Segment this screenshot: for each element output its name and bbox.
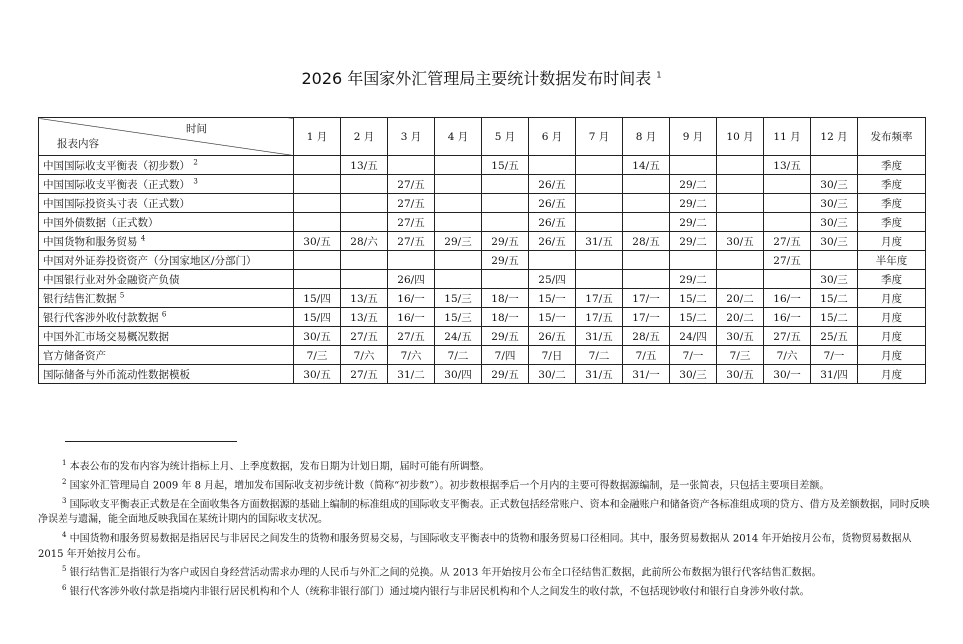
release-date-cell: [482, 194, 529, 213]
month-header: 3 月: [388, 118, 435, 156]
row-label: 中国国际投资头寸表（正式数）: [43, 197, 190, 210]
table-row: [39, 194, 926, 213]
month-header: 2 月: [341, 118, 388, 156]
title-text: 2026 年国家外汇管理局主要统计数据发布时间表: [301, 69, 652, 88]
frequency-cell: 月度: [858, 289, 926, 308]
release-date-cell: [623, 175, 670, 194]
footnote-number: 5: [62, 565, 67, 574]
release-date-cell: [435, 194, 482, 213]
row-label-cell: [39, 194, 294, 213]
month-header: 7 月: [576, 118, 623, 156]
release-date-cell: 30/三: [811, 270, 858, 289]
release-date-cell: 15/三: [435, 308, 482, 327]
release-date-cell: 7/三: [294, 346, 341, 365]
release-date-cell: 31/五: [576, 327, 623, 346]
release-date-cell: [435, 251, 482, 270]
month-header: 5 月: [482, 118, 529, 156]
month-header: 9 月: [670, 118, 717, 156]
footnote: [38, 528, 938, 562]
row-label-cell: [39, 289, 294, 308]
release-date-cell: [717, 156, 764, 175]
release-date-cell: 30/三: [670, 365, 717, 384]
release-date-cell: [341, 175, 388, 194]
release-date-cell: 24/四: [670, 327, 717, 346]
release-date-cell: 15/一: [529, 308, 576, 327]
release-date-cell: 15/四: [294, 289, 341, 308]
table-row: [39, 289, 926, 308]
release-date-cell: 30/一: [764, 365, 811, 384]
footnotes: [38, 456, 938, 600]
frequency-cell: 季度: [858, 194, 926, 213]
release-date-cell: 26/四: [388, 270, 435, 289]
release-date-cell: 31/四: [811, 365, 858, 384]
row-label: 中国银行业对外金融资产负债: [43, 273, 180, 286]
release-date-cell: 26/五: [529, 194, 576, 213]
release-date-cell: 29/二: [670, 194, 717, 213]
release-date-cell: 15/二: [670, 308, 717, 327]
release-date-cell: 27/五: [764, 251, 811, 270]
frequency-header: 发布频率: [858, 118, 926, 156]
release-date-cell: [717, 251, 764, 270]
footnote-number: 6: [62, 584, 67, 593]
footnote-mark: 6: [161, 310, 167, 318]
table-row: [39, 327, 926, 346]
content-header: 报表内容: [57, 138, 99, 150]
release-date-cell: [576, 175, 623, 194]
release-date-cell: [576, 213, 623, 232]
frequency-cell: 季度: [858, 270, 926, 289]
release-date-cell: 7/一: [811, 346, 858, 365]
release-date-cell: 31/二: [388, 365, 435, 384]
row-label-cell: [39, 251, 294, 270]
row-label-cell: [39, 175, 294, 194]
release-date-cell: [294, 156, 341, 175]
release-date-cell: [764, 194, 811, 213]
row-label-cell: [39, 270, 294, 289]
release-date-cell: 7/二: [435, 346, 482, 365]
release-date-cell: 30/三: [811, 194, 858, 213]
release-date-cell: 15/三: [435, 289, 482, 308]
release-date-cell: 20/二: [717, 289, 764, 308]
release-date-cell: 30/三: [811, 213, 858, 232]
release-date-cell: 15/四: [294, 308, 341, 327]
release-date-cell: 29/五: [482, 232, 529, 251]
release-date-cell: [717, 270, 764, 289]
release-date-cell: 7/日: [529, 346, 576, 365]
release-date-cell: 27/五: [764, 232, 811, 251]
release-date-cell: 7/六: [341, 346, 388, 365]
release-date-cell: [623, 194, 670, 213]
release-date-cell: 30/五: [717, 365, 764, 384]
release-date-cell: 17/一: [623, 289, 670, 308]
release-date-cell: 24/五: [435, 327, 482, 346]
release-date-cell: 29/二: [670, 213, 717, 232]
release-date-cell: 15/二: [811, 289, 858, 308]
release-date-cell: [623, 270, 670, 289]
footnote-text: 国际收支平衡表正式数是在全面收集各方面数据源的基础上编制的标准组成的国际收支平衡表。正式数包括经常账户、资本和金融账户和储备资产各标准组成项的贷方、借方及差额数据，同时反映净误差与遗漏，能全面地反映我国在某统计期内的国际收支状况。: [38, 498, 930, 526]
frequency-cell: 季度: [858, 213, 926, 232]
release-date-cell: 15/一: [529, 289, 576, 308]
release-date-cell: 15/五: [482, 156, 529, 175]
row-label: 国际储备与外币流动性数据模板: [43, 368, 190, 381]
release-date-cell: 31/五: [576, 365, 623, 384]
row-label: 银行代客涉外收付款数据: [43, 311, 159, 324]
month-header: 8 月: [623, 118, 670, 156]
release-date-cell: 7/三: [717, 346, 764, 365]
release-date-cell: [341, 251, 388, 270]
frequency-cell: 季度: [858, 175, 926, 194]
release-date-cell: [529, 156, 576, 175]
release-date-cell: [294, 213, 341, 232]
release-date-cell: [388, 251, 435, 270]
frequency-cell: 半年度: [858, 251, 926, 270]
release-date-cell: 29/五: [482, 327, 529, 346]
footnote-number: 2: [62, 477, 67, 486]
row-label: 中国外汇市场交易概况数据: [43, 330, 169, 343]
release-date-cell: 13/五: [341, 156, 388, 175]
row-label-cell: [39, 156, 294, 175]
row-label: 银行结售汇数据: [43, 292, 117, 305]
release-date-cell: [294, 270, 341, 289]
release-date-cell: 13/五: [341, 308, 388, 327]
table-row: [39, 365, 926, 384]
release-date-cell: 18/一: [482, 308, 529, 327]
release-date-cell: 26/五: [529, 232, 576, 251]
release-date-cell: [341, 194, 388, 213]
release-date-cell: 30/三: [811, 175, 858, 194]
release-date-cell: [435, 270, 482, 289]
corner-header-cell: [39, 118, 294, 156]
frequency-cell: 月度: [858, 346, 926, 365]
row-label-cell: [39, 365, 294, 384]
release-date-cell: [482, 213, 529, 232]
release-date-cell: [764, 213, 811, 232]
row-label: 中国货物和服务贸易: [43, 235, 138, 248]
row-label: 中国国际收支平衡表（初步数）: [43, 159, 190, 172]
row-label-cell: [39, 308, 294, 327]
release-date-cell: 7/一: [670, 346, 717, 365]
release-date-cell: 30/五: [294, 365, 341, 384]
release-date-cell: 29/五: [482, 365, 529, 384]
table-row: [39, 156, 926, 175]
release-date-cell: 29/五: [482, 251, 529, 270]
footnote-mark: 3: [193, 177, 198, 185]
release-date-cell: 16/一: [764, 289, 811, 308]
release-date-cell: [529, 251, 576, 270]
release-date-cell: 27/五: [341, 327, 388, 346]
month-header: 4 月: [435, 118, 482, 156]
release-date-cell: [670, 251, 717, 270]
release-date-cell: [482, 175, 529, 194]
table-row: [39, 213, 926, 232]
footnote: [38, 562, 938, 581]
release-date-cell: [482, 270, 529, 289]
footnote-number: 4: [62, 530, 67, 539]
row-label-cell: [39, 327, 294, 346]
footnote-text: 银行代客涉外收付款是指境内非银行居民机构和个人（统称非银行部门）通过境内银行与非居民机构和个人之间发生的收付款，不包括现钞收付和银行自身涉外收付款。: [69, 586, 810, 598]
release-date-cell: 17/五: [576, 289, 623, 308]
release-date-cell: [717, 175, 764, 194]
row-label-cell: [39, 346, 294, 365]
footnote-mark: 5: [119, 291, 125, 299]
release-date-cell: [294, 175, 341, 194]
release-date-cell: 29/二: [670, 270, 717, 289]
footnote: [38, 494, 938, 528]
month-header: 6 月: [529, 118, 576, 156]
release-date-cell: [435, 213, 482, 232]
release-date-cell: [341, 213, 388, 232]
release-date-cell: 20/二: [717, 308, 764, 327]
release-date-cell: [764, 270, 811, 289]
table-row: [39, 175, 926, 194]
title-footnote-mark: 1: [656, 70, 662, 80]
release-date-cell: 27/五: [388, 327, 435, 346]
release-date-cell: [764, 175, 811, 194]
frequency-cell: 月度: [858, 365, 926, 384]
row-label: 中国国际收支平衡表（正式数）: [43, 178, 190, 191]
frequency-cell: 月度: [858, 327, 926, 346]
release-date-cell: 16/一: [764, 308, 811, 327]
release-date-cell: 16/一: [388, 289, 435, 308]
row-label: 中国外债数据（正式数）: [43, 216, 159, 229]
release-date-cell: 18/一: [482, 289, 529, 308]
month-header: 11 月: [764, 118, 811, 156]
release-date-cell: 30/四: [435, 365, 482, 384]
frequency-cell: 月度: [858, 308, 926, 327]
frequency-cell: 月度: [858, 232, 926, 251]
release-date-cell: [623, 213, 670, 232]
release-date-cell: 30/五: [717, 232, 764, 251]
release-date-cell: [435, 175, 482, 194]
release-date-cell: [388, 156, 435, 175]
table-row: [39, 251, 926, 270]
footnote-text: 中国货物和服务贸易数据是指居民与非居民之间发生的货物和服务贸易交易，与国际收支平衡表中的货物和服务贸易口径相同。其中，服务贸易数据从 2014 年开始按月公布，货物贸易数据从 2015 年开始按月公布。: [38, 533, 912, 560]
row-label-cell: [39, 232, 294, 251]
release-date-cell: 30/三: [811, 232, 858, 251]
footnote-mark: 4: [140, 234, 146, 242]
release-date-cell: 27/五: [388, 232, 435, 251]
release-date-cell: 7/四: [482, 346, 529, 365]
release-date-cell: 26/五: [529, 327, 576, 346]
table-header-row: [39, 118, 926, 156]
release-date-cell: [294, 194, 341, 213]
footnote: [38, 581, 938, 600]
release-date-cell: [435, 156, 482, 175]
release-date-cell: [576, 251, 623, 270]
release-date-cell: 27/五: [764, 327, 811, 346]
release-date-cell: 16/一: [388, 308, 435, 327]
release-date-cell: 15/二: [670, 289, 717, 308]
table-row: [39, 270, 926, 289]
release-date-cell: 17/五: [576, 308, 623, 327]
release-date-cell: [670, 156, 717, 175]
release-date-cell: [811, 251, 858, 270]
footnote-separator: [65, 441, 237, 442]
release-date-cell: 31/五: [576, 232, 623, 251]
footnote-text: 国家外汇管理局自 2009 年 8 月起，增加发布国际收支初步统计数（简称“初步数”）。初步数根据季后一个月内的主要可得数据源编制，是一张简表，只包括主要项目差额。: [69, 480, 830, 492]
table-row: [39, 232, 926, 251]
release-date-cell: 29/三: [435, 232, 482, 251]
footnote-number: 3: [62, 496, 67, 505]
release-date-cell: 7/六: [764, 346, 811, 365]
footnote-mark: 2: [193, 158, 198, 166]
release-date-cell: [576, 156, 623, 175]
release-date-cell: 26/五: [529, 175, 576, 194]
release-date-cell: 15/二: [811, 308, 858, 327]
release-date-cell: [623, 251, 670, 270]
frequency-cell: 季度: [858, 156, 926, 175]
table-row: [39, 308, 926, 327]
month-header: 1 月: [294, 118, 341, 156]
row-label-cell: [39, 213, 294, 232]
release-date-cell: 25/四: [529, 270, 576, 289]
month-header: 10 月: [717, 118, 764, 156]
release-date-cell: 27/五: [341, 365, 388, 384]
footnote: [38, 456, 938, 475]
release-date-cell: [811, 156, 858, 175]
release-date-cell: 28/六: [341, 232, 388, 251]
release-date-cell: 29/二: [670, 175, 717, 194]
footnote: [38, 475, 938, 494]
release-date-cell: 30/五: [294, 232, 341, 251]
release-date-cell: 30/二: [529, 365, 576, 384]
footnote-text: 本表公布的发布内容为统计指标上月、上季度数据，发布日期为计划日期，届时可能有所调整。: [69, 461, 490, 473]
release-date-cell: [717, 194, 764, 213]
release-date-cell: 30/五: [294, 327, 341, 346]
release-date-cell: 25/五: [811, 327, 858, 346]
release-date-cell: 13/五: [764, 156, 811, 175]
release-date-cell: [341, 270, 388, 289]
release-date-cell: 13/五: [341, 289, 388, 308]
release-date-cell: 17/一: [623, 308, 670, 327]
release-date-cell: 7/五: [623, 346, 670, 365]
time-header: 时间: [186, 123, 207, 135]
page-title: [0, 66, 963, 89]
release-date-cell: 27/五: [388, 194, 435, 213]
release-date-cell: 30/五: [717, 327, 764, 346]
footnote-text: 银行结售汇是指银行为客户或因自身经营活动需求办理的人民币与外汇之间的兑换。从 2013 年开始按月公布全口径结售汇数据，此前所公布数据为银行代客结售汇数据。: [69, 567, 822, 579]
release-date-cell: 7/六: [388, 346, 435, 365]
release-date-cell: [717, 213, 764, 232]
release-date-cell: 14/五: [623, 156, 670, 175]
month-header: 12 月: [811, 118, 858, 156]
table-row: [39, 346, 926, 365]
release-date-cell: 7/二: [576, 346, 623, 365]
release-date-cell: [576, 270, 623, 289]
release-date-cell: 26/五: [529, 213, 576, 232]
release-date-cell: 28/五: [623, 232, 670, 251]
release-date-cell: 27/五: [388, 213, 435, 232]
release-schedule-table: [38, 117, 926, 384]
row-label: 中国对外证券投资资产（分国家地区/分部门）: [43, 254, 257, 267]
footnote-number: 1: [62, 459, 67, 467]
release-date-cell: [294, 251, 341, 270]
release-date-cell: 31/一: [623, 365, 670, 384]
release-date-cell: 27/五: [388, 175, 435, 194]
release-date-cell: 28/五: [623, 327, 670, 346]
release-date-cell: [576, 194, 623, 213]
row-label: 官方储备资产: [43, 349, 106, 362]
release-date-cell: 29/二: [670, 232, 717, 251]
